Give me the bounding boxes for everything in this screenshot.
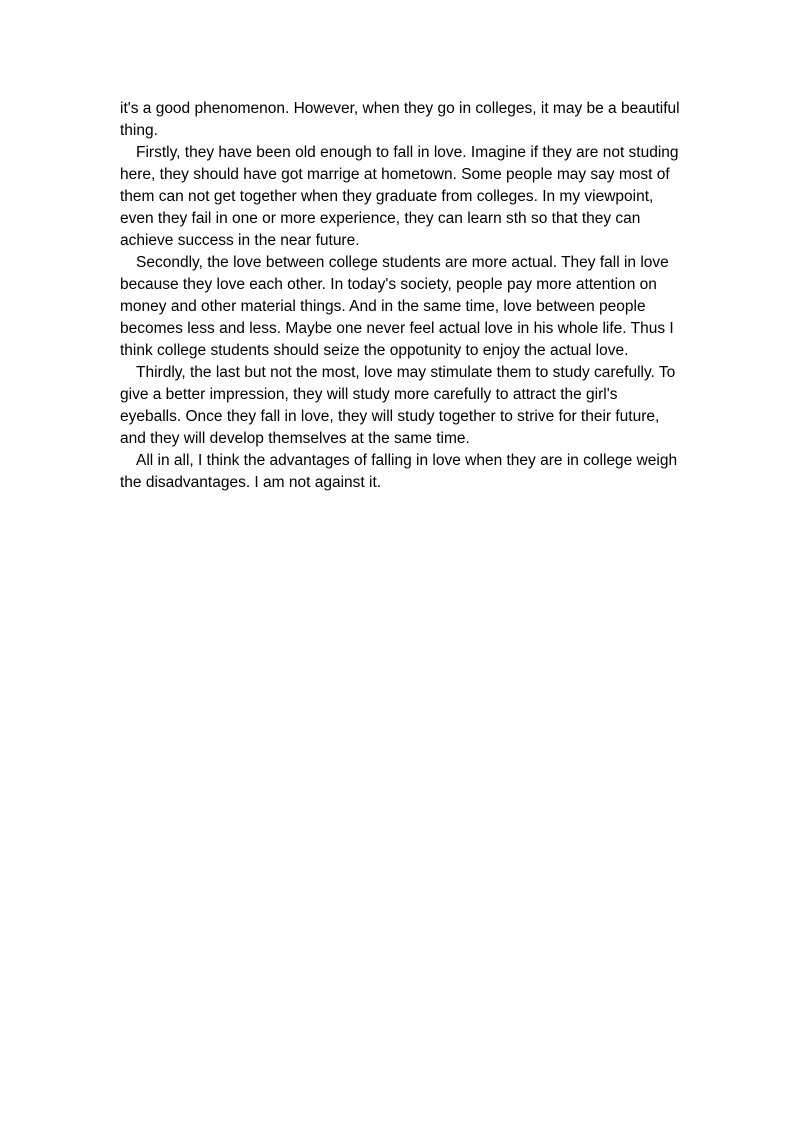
paragraph-firstly: Firstly, they have been old enough to fall in love. Imagine if they are not studing here, they should have got marrige at hometown. Some people may say most of them can not get together when they graduate from colleges. In my viewpoint, even they fail in one or more experience, they can learn sth so that they can achieve success in the near future.: [120, 144, 679, 249]
paragraph-intro: it's a good phenomenon. However, when they go in colleges, it may be a beautiful thing.: [120, 100, 680, 139]
paragraph-conclusion: All in all, I think the advantages of falling in love when they are in college weigh the disadvantages. I am not against it.: [120, 452, 678, 491]
paragraph-secondly: Secondly, the love between college students are more actual. They fall in love because they love each other. In today's society, people pay more attention on money and other material things. And in the same time, love between people becomes less and less. Maybe one never feel actual love in his whole life. Thus I think college students should seize the oppotunity to enjoy the actual love.: [120, 254, 674, 359]
paragraph-thirdly: Thirdly, the last but not the most, love may stimulate them to study carefully. To give a better impression, they will study more carefully to attract the girl's eyeballs. Once they fall in love, they will study together to strive for their future, and they will develop themselves at the same time.: [120, 364, 676, 447]
essay-body: [120, 98, 680, 494]
